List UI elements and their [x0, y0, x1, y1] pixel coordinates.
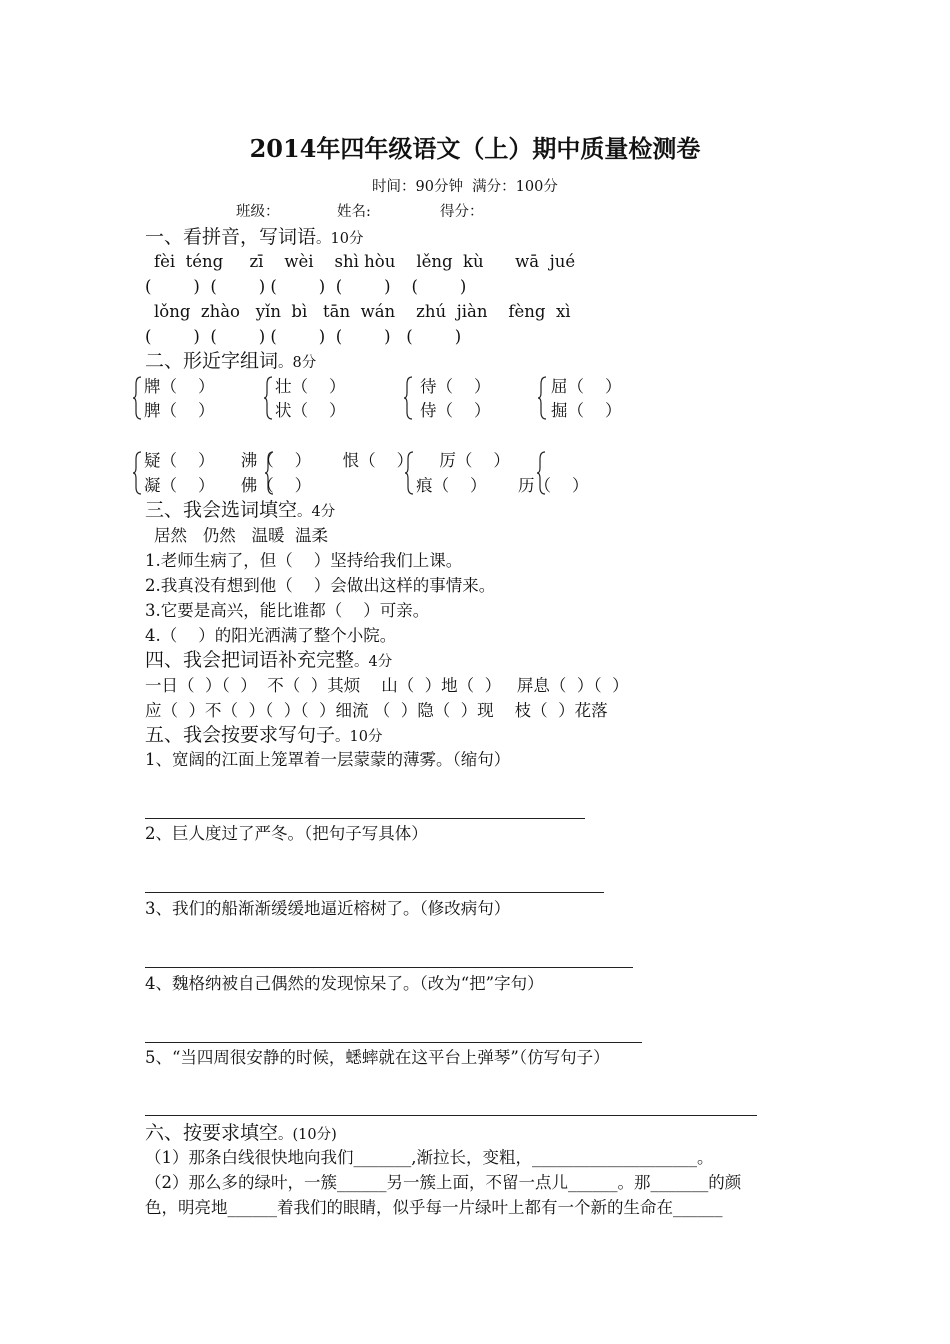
section-5-score: 。10分: [335, 729, 383, 745]
sentence-task: 2、巨人度过了严冬。（把句子写具体）: [145, 824, 428, 843]
section-5-title: 五、我会按要求写句子: [145, 724, 336, 746]
section-1-title: 一、看拼音，写词语: [145, 226, 317, 248]
section-5-heading: [145, 724, 382, 748]
section-6-heading: [145, 1122, 337, 1146]
similar-char-item: 掘（ ）: [551, 401, 622, 420]
pinyin-row-1: fèi téng zī wèi shì hòu lěng kù wā jué: [154, 252, 576, 271]
section-2-heading: [145, 350, 316, 374]
section-4-title: 四、我会把词语补充完整: [145, 649, 355, 671]
time-score-info: 时间：90分钟 满分：100分: [372, 179, 558, 195]
brace-icon: [403, 376, 413, 420]
answer-blanks-row-1: ( ) ( ) ( ) ( ) ( ): [145, 277, 467, 296]
answer-line: [145, 967, 633, 968]
brace-icon: [263, 376, 273, 420]
similar-char-item: 壮（ ）: [275, 377, 346, 396]
section-1-score: 。10分: [316, 231, 364, 247]
word-bank: 居然 仍然 温暖 温柔: [154, 526, 328, 545]
pinyin-row-2: lǒng zhào yǐn bì tān wán zhú jiàn fèng xì: [154, 302, 571, 321]
page-title: 2014年四年级语文（上）期中质量检测卷: [249, 134, 701, 163]
fill-in-item: 1.老师生病了，但（ ）坚持给我们上课。: [145, 551, 463, 570]
fill-blank-line: （1）那条白线很快地向我们_______,渐拉长，变粗，____________________。: [145, 1148, 714, 1167]
similar-char-row: 凝（ ） 佛（ ） 痕（ ） 历（ ）: [144, 476, 589, 495]
sentence-task: 4、魏格纳被自己偶然的发现惊呆了。（改为“把”字句）: [145, 974, 544, 993]
score-label: 得分：: [440, 204, 484, 220]
section-6-title: 六、按要求填空: [145, 1122, 279, 1144]
section-4-score: 。4分: [354, 654, 393, 670]
brace-icon: [132, 376, 142, 420]
similar-char-item: 脾（ ）: [144, 401, 215, 420]
idiom-line: 应（ ）不（ ）（ ）（ ）细流 （ ）隐（ ）现 枝（ ）花落: [145, 701, 608, 720]
sentence-task: 1、宽阔的江面上笼罩着一层蒙蒙的薄雾。（缩句）: [145, 750, 511, 769]
fill-in-item: 3.它要是高兴，能比谁都（ ）可亲。: [145, 601, 430, 620]
answer-blanks-row-2: ( ) ( ) ( ) ( ) ( ): [145, 327, 462, 346]
fill-in-item: 4.（ ）的阳光洒满了整个小院。: [145, 626, 397, 645]
brace-icon: [537, 376, 547, 420]
similar-char-item: 牌（ ）: [144, 377, 215, 396]
section-4-heading: [145, 649, 392, 673]
answer-line: [145, 818, 585, 819]
similar-char-item: 侍（ ）: [420, 401, 491, 420]
section-3-score: 。4分: [297, 504, 336, 520]
sentence-task: 3、我们的船渐渐缓缓地逼近榕树了。（修改病句）: [145, 899, 511, 918]
section-2-score: 。8分: [278, 355, 317, 371]
section-3-heading: [145, 499, 335, 523]
sentence-task: 5、“当四周很安静的时候，蟋蟀就在这平台上弹琴”（仿写句子）: [145, 1048, 610, 1067]
brace-icon: [132, 451, 142, 495]
fill-blank-line: （2）那么多的绿叶，一簇______另一簇上面，不留一点儿______。那_______的颜: [145, 1173, 742, 1192]
section-3-title: 三、我会选词填空: [145, 499, 298, 521]
similar-char-item: 屈（ ）: [551, 377, 622, 396]
section-6-score: 。(10分): [278, 1127, 337, 1143]
fill-blank-line: 色，明亮地______着我们的眼睛，似乎每一片绿叶上都有一个新的生命在______: [145, 1198, 723, 1217]
similar-char-item: 待（ ）: [420, 377, 491, 396]
answer-line: [145, 892, 604, 893]
answer-line: [145, 1115, 757, 1116]
similar-char-item: 状（ ）: [275, 401, 346, 420]
answer-line: [145, 1042, 642, 1043]
class-label: 班级：: [236, 204, 280, 220]
section-1-heading: [145, 226, 363, 250]
name-label: 姓名:: [337, 204, 371, 220]
fill-in-item: 2.我真没有想到他（ ）会做出这样的事情来。: [145, 576, 496, 595]
section-2-title: 二、形近字组词: [145, 350, 279, 372]
similar-char-row: 疑（ ） 沸（ ） 恨（ ） 厉（ ）: [144, 451, 510, 470]
idiom-line: 一日（ ）（ ） 不（ ）其烦 山（ ）地（ ） 屏息（ ）（ ）: [145, 676, 629, 695]
